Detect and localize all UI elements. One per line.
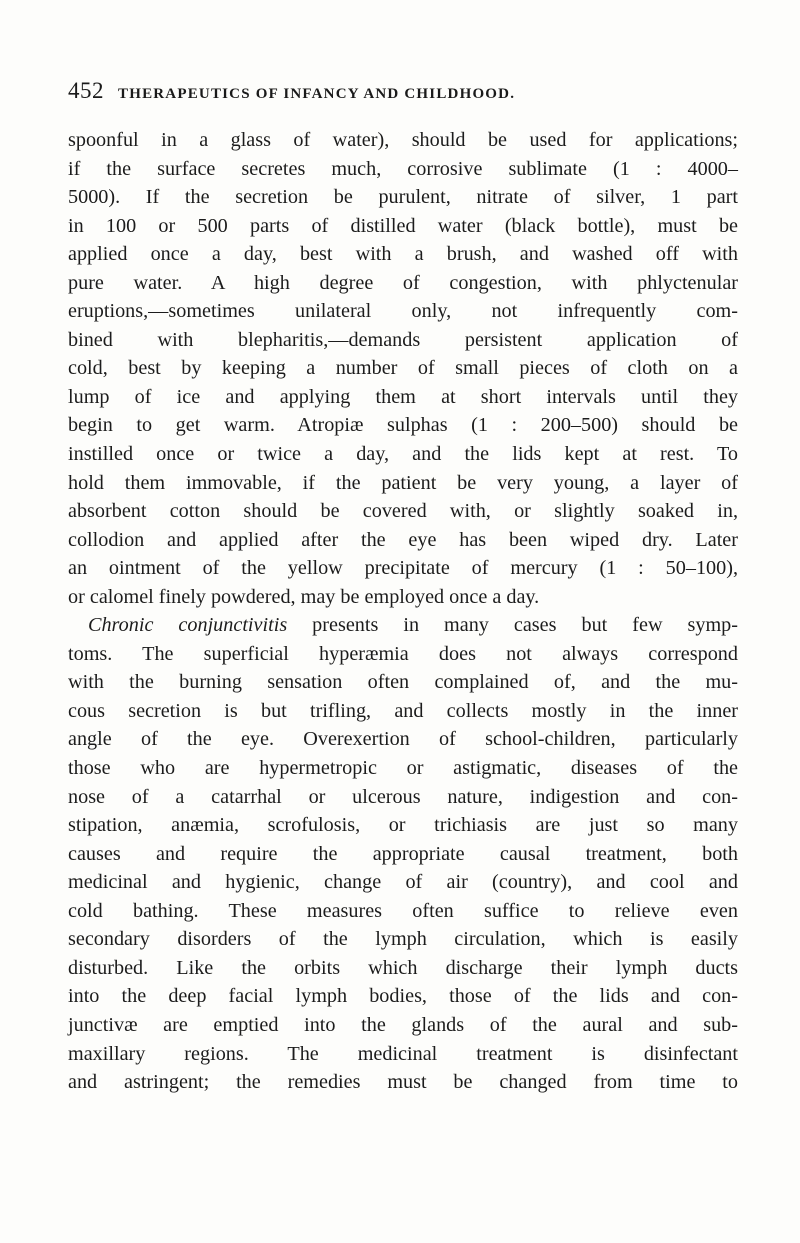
text-fragment: presents in many cases but few symp- — [287, 614, 738, 637]
text-line: nose of a catarrhal or ulcerous nature, indigestion and con- — [68, 785, 738, 808]
page-header — [68, 78, 688, 104]
text-line: stipation, anæmia, scrofulosis, or trichiasis are just so many — [68, 814, 738, 837]
page-number: 452 — [68, 78, 104, 103]
text-line: secondary disorders of the lymph circulation, which is easily — [68, 928, 738, 951]
text-line: and astringent; the remedies must be changed from time to — [68, 1071, 738, 1094]
text-line: in 100 or 500 parts of distilled water (black bottle), must be — [68, 214, 738, 237]
text-line: applied once a day, best with a brush, and washed off with — [68, 243, 738, 266]
text-line: collodion and applied after the eye has been wiped dry. Later — [68, 528, 738, 551]
italic-term: Chronic conjunctivitis — [88, 614, 288, 637]
text-line: angle of the eye. Overexertion of school-children, particularly — [68, 728, 738, 751]
text-line: pure water. A high degree of congestion, with phlyctenular — [68, 271, 738, 294]
text-line: if the surface secretes much, corrosive sublimate (1 : 4000– — [68, 157, 738, 180]
text-line-last: or calomel finely powdered, may be employed once a day. — [68, 585, 540, 608]
text-line: eruptions,—sometimes unilateral only, not infrequently com- — [68, 300, 738, 323]
text-line: with the burning sensation often complained of, and the mu- — [68, 671, 738, 694]
text-line: bined with blepharitis,—demands persistent application of — [68, 328, 738, 351]
text-line: causes and require the appropriate causal treatment, both — [68, 842, 738, 865]
running-head: THERAPEUTICS OF INFANCY AND CHILDHOOD. — [118, 86, 516, 102]
text-line: hold them immovable, if the patient be very young, a layer of — [68, 471, 738, 494]
text-line: those who are hypermetropic or astigmatic, diseases of the — [68, 757, 738, 780]
text-line: maxillary regions. The medicinal treatment is disinfectant — [68, 1042, 738, 1065]
text-line: junctivæ are emptied into the glands of the aural and sub- — [68, 1013, 738, 1036]
text-line: disturbed. Like the orbits which discharge their lymph ducts — [68, 956, 738, 979]
text-line: medicinal and hygienic, change of air (country), and cool and — [68, 871, 738, 894]
text-line: into the deep facial lymph bodies, those of the lids and con- — [68, 985, 738, 1008]
text-line: cold, best by keeping a number of small pieces of cloth on a — [68, 357, 738, 380]
text-line: absorbent cotton should be covered with, or slightly soaked in, — [68, 500, 738, 523]
text-line: lump of ice and applying them at short intervals until they — [68, 385, 738, 408]
body-text — [68, 126, 738, 1097]
paragraph-2 — [68, 611, 738, 1096]
text-line: 5000). If the secretion be purulent, nitrate of silver, 1 part — [68, 186, 738, 209]
text-line: instilled once or twice a day, and the lids kept at rest. To — [68, 443, 738, 466]
text-line-first — [68, 611, 738, 640]
text-line: cous secretion is but trifling, and collects mostly in the inner — [68, 699, 738, 722]
paragraph-1 — [68, 126, 738, 611]
text-line: begin to get warm. Atropiæ sulphas (1 : 200–500) should be — [68, 414, 738, 437]
text-line: spoonful in a glass of water), should be used for applications; — [68, 129, 738, 151]
text-line: toms. The superficial hyperæmia does not always correspond — [68, 642, 738, 665]
text-line: cold bathing. These measures often suffice to relieve even — [68, 899, 738, 922]
text-line: an ointment of the yellow precipitate of mercury (1 : 50–100), — [68, 557, 738, 580]
